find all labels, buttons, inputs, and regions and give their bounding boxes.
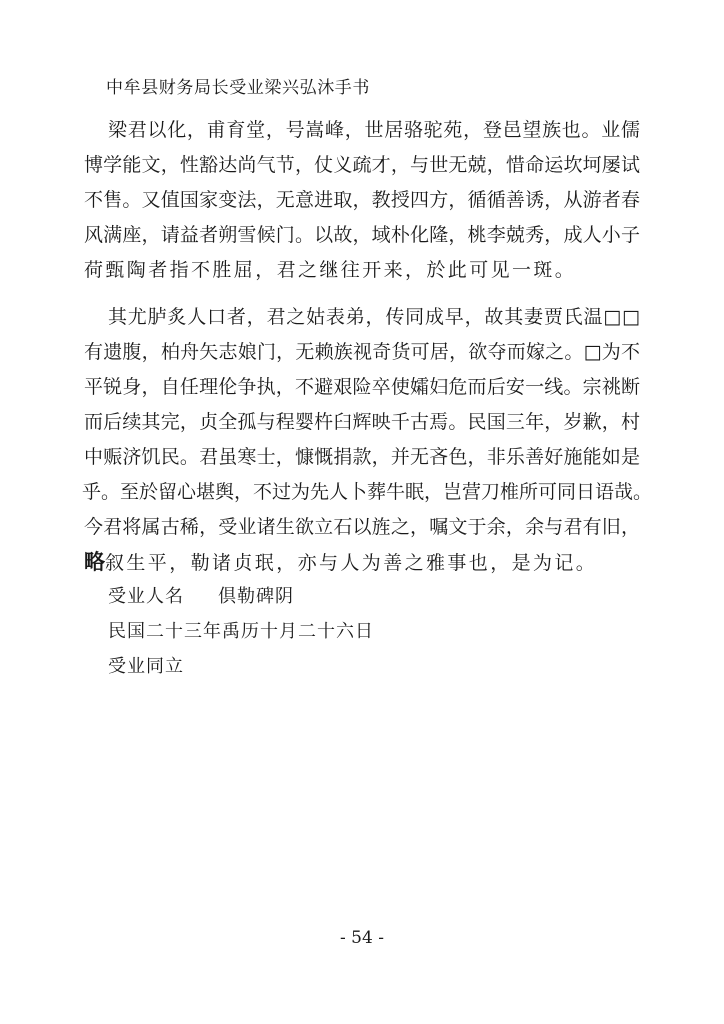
students-line bbox=[108, 584, 294, 610]
text-line: 博学能文，性豁达尚气节，仗义疏才，与世无兢，惜命运坎坷屡试 bbox=[84, 154, 640, 176]
text-line: 风满座，请益者朔雪候门。以故，域朴化隆，桃李兢秀，成人小子 bbox=[84, 224, 640, 246]
emphasized-char: 略 bbox=[84, 550, 105, 574]
text-line-rest: 叙生平，勒诸贞珉，亦与人为善之雅事也，是为记。 bbox=[105, 552, 598, 574]
text-line: 平锐身，自任理伦争执，不避艰险卒使孀妇危而后安一线。宗祧断 bbox=[84, 376, 640, 398]
text-line: 今君将属古稀，受业诸生欲立石以旌之，嘱文于余，余与君有旧， bbox=[84, 516, 640, 538]
text-line: 而后续其完，贞全孤与程婴杵臼辉映千古焉。民国三年，岁歉，村 bbox=[84, 411, 640, 433]
text-line: 中赈济饥民。君虽寒士，慷慨捐款，并无吝色，非乐善好施能如是 bbox=[84, 446, 640, 468]
students-note: 倶勒碑阴 bbox=[218, 586, 294, 607]
text-line: 不售。又值国家变法，无意进取，教授四方，循循善诱，从游者春 bbox=[84, 189, 640, 211]
text-line: 乎。至於留心堪舆，不过为先人卜葬牛眠，岂营刀椎所可同日语哉。 bbox=[82, 481, 653, 503]
text-line bbox=[84, 549, 597, 575]
page-number: - 54 - bbox=[340, 928, 384, 948]
text-line: 梁君以化，甫育堂，号嵩峰，世居骆驼苑，登邑望族也。业儒 bbox=[108, 119, 640, 141]
erected-by-line: 受业同立 bbox=[108, 656, 184, 677]
text-line: 其尤胪炙人口者，君之姑表弟，传同成早，故其妻贾氏温□□ bbox=[108, 306, 640, 328]
text-line: 荷甄陶者指不胜屈，君之继往开来，於此可见一斑。 bbox=[84, 259, 577, 281]
date-line: 民国二十三年禹历十月二十六日 bbox=[108, 621, 374, 642]
text-line: 有遗腹，柏舟矢志娘门，无赖族视奇货可居，欲夺而嫁之。□为不 bbox=[84, 341, 640, 363]
students-label: 受业人名 bbox=[108, 586, 184, 607]
inscription-author: 中牟县财务局长受业梁兴弘沐手书 bbox=[106, 78, 370, 98]
